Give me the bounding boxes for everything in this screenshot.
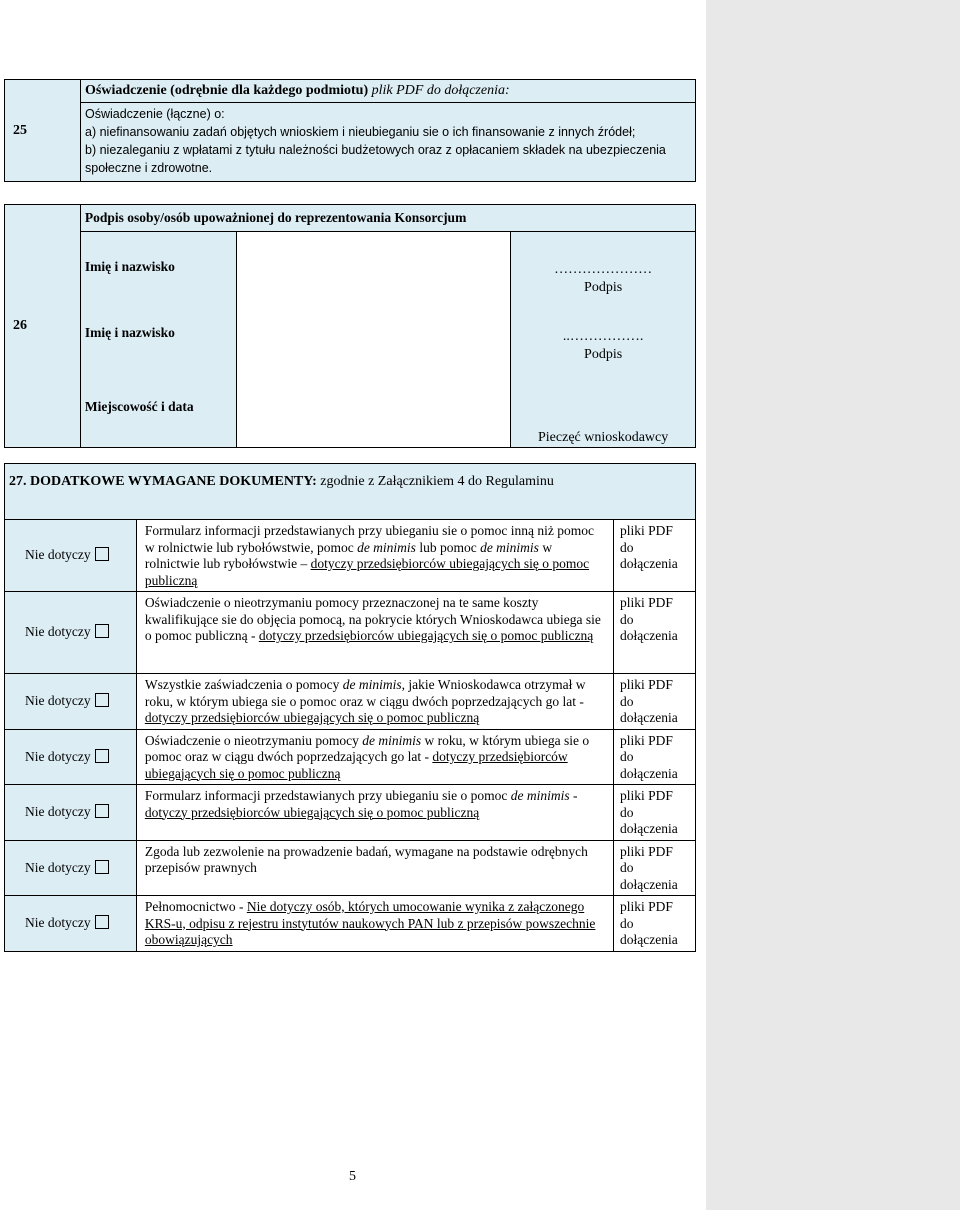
document-text: Formularz informacji przedstawianych przy ubieganiu sie o pomoc [144,788,511,803]
document-row [5,785,696,841]
document-text: - [569,788,578,803]
document-text: Zgoda lub zezwolenie na prowadzenie badań, wymagane na podstawie odrębnych przepisów prawnych [144,843,588,875]
section-25-line: a) niefinansowaniu zadań objętych wnioskiem i nieubieganiu sie o ich finansowanie z innych źródeł; [85,125,636,139]
section-25-table [4,79,696,182]
document-description [136,674,613,730]
not-applicable-checkbox[interactable] [95,749,109,763]
document-row [5,896,696,952]
not-applicable-cell [5,896,137,952]
not-applicable-cell [5,785,137,841]
document-format: pliki PDF do dołączenia [614,520,696,592]
document-term-italic: de minimis [480,539,539,555]
document-text: Formularz informacji przedstawianych przy ubieganiu sie o pomoc inną niż pomoc w rolnictwie lub rybołówstwie, pomoc [144,523,594,555]
document-format: pliki PDF do dołączenia [614,840,696,896]
section-27-header [5,464,696,520]
not-applicable-label: Nie dotyczy [25,693,91,708]
document-note-underlined: dotyczy przedsiębiorców ubiegających się o pomoc publiczną [144,749,568,781]
document-description [136,729,613,785]
comment-margin-panel [706,0,960,1210]
section-25-title-bold: Oświadczenie (odrębnie dla każdego podmiotu) [85,83,369,98]
not-applicable-cell [5,729,137,785]
section-25-line: b) niezaleganiu z wpłatami z tytułu należności budżetowych oraz z opłacaniem składek na ubezpieczenia [85,143,666,157]
signature-label-1: Podpis [584,280,623,295]
not-applicable-cell [5,520,137,592]
document-description [136,840,613,896]
section-25-line: społeczne i zdrowotne. [85,161,213,175]
document-description [136,896,613,952]
not-applicable-cell [5,592,137,674]
document-note-underlined: dotyczy przedsiębiorców ubiegających się o pomoc publiczną [144,804,480,820]
not-applicable-checkbox[interactable] [95,693,109,707]
document-format: pliki PDF do dołączenia [614,896,696,952]
document-text: , jakie Wnioskodawca otrzymał w roku, w którym ubiega sie o pomoc oraz w ciągu dwóch poprzedzających go lat - [144,677,586,709]
document-text: w rolnictwie lub rybołówstwie – [144,539,553,571]
section-25-title [81,80,696,103]
not-applicable-label: Nie dotyczy [25,859,91,875]
document-row [5,592,696,674]
document-row [5,840,696,896]
document-term-italic: de minimis [510,788,570,803]
not-applicable-label: Nie dotyczy [25,624,91,640]
signature-dots-1: ………………… [554,262,653,277]
not-applicable-checkbox[interactable] [95,624,109,638]
not-applicable-label: Nie dotyczy [25,915,91,930]
document-row [5,674,696,730]
document-text: Pełnomocnictwo - [144,899,247,914]
document-format: pliki PDF do dołączenia [614,729,696,785]
document-note-underlined: dotyczy przedsiębiorców ubiegających się o pomoc publiczną [144,556,590,588]
section-27-title-bold: 27. DODATKOWE WYMAGANE DOKUMENTY: [9,474,317,489]
not-applicable-cell [5,840,137,896]
signatory-labels-cell [80,232,236,448]
document-term-italic: de minimis [342,677,402,692]
not-applicable-cell [5,674,137,730]
section-25-title-italic: plik PDF do dołączenia: [371,83,510,98]
not-applicable-label: Nie dotyczy [25,547,91,563]
document-row [5,729,696,785]
section-26-number: 26 [5,205,81,448]
document-term-italic: de minimis [357,539,416,555]
documents-table-body [5,520,696,952]
document-text: lub pomoc [415,539,481,555]
signature-label-2: Podpis [584,347,623,362]
document-format: pliki PDF do dołączenia [614,592,696,674]
section-25-line: Oświadczenie (łączne) o: [85,107,225,121]
document-text: Oświadczenie o nieotrzymaniu pomocy przeznaczonej na te same koszty kwalifikujące sie do objęcia pomocą, na pokrycie których Wnioskodawca ubiega sie o pomoc publiczną - [144,595,601,643]
document-format: pliki PDF do dołączenia [614,674,696,730]
document-text: w roku, w którym ubiega sie o pomoc oraz w ciągu dwóch poprzedzających go lat - [144,732,590,764]
section-25-number: 25 [5,80,81,182]
document-format: pliki PDF do dołączenia [614,785,696,841]
document-description [136,785,613,841]
document-description [136,592,613,674]
name-label-2: Imię i nazwisko [84,325,175,340]
document-text: Oświadczenie o nieotrzymaniu pomocy [144,732,363,748]
document-text: Wszystkie zaświadczenia o pomocy [144,677,343,692]
name-label-1: Imię i nazwisko [84,259,175,274]
not-applicable-checkbox[interactable] [95,547,109,561]
section-27-header-table [4,463,696,520]
page-number: 5 [349,1169,356,1184]
document-row [5,520,696,592]
section-27-title-rest: zgodnie z Załącznikiem 4 do Regulaminu [320,474,554,489]
not-applicable-checkbox[interactable] [95,915,109,929]
section-26-header: Podpis osoby/osób upoważnionej do reprezentowania Konsorcjum [80,205,695,232]
document-note-underlined: dotyczy przedsiębiorców ubiegających się o pomoc publiczną [144,710,480,725]
stamp-label: Pieczęć wnioskodawcy [538,430,669,445]
not-applicable-checkbox[interactable] [95,860,109,874]
documents-table [4,519,696,952]
document-term-italic: de minimis [362,732,422,748]
document-note-underlined: Nie dotyczy osób, których umocowanie wynika z załączonego KRS-u, odpisu z rejestru instytutów naukowych PAN lub z przepisów powszechnie obowiązujących [144,899,596,947]
section-25-body [81,103,696,182]
signatory-input-cell[interactable] [236,232,511,448]
place-date-label: Miejscowość i data [84,399,194,414]
document-note-underlined: dotyczy przedsiębiorców ubiegających się o pomoc publiczną [258,628,594,643]
signature-dots-2: ..……………. [562,329,644,344]
not-applicable-label: Nie dotyczy [25,804,91,819]
document-description [136,520,613,592]
not-applicable-label: Nie dotyczy [25,748,91,764]
section-26-table [4,204,696,448]
signature-cell [511,232,696,448]
not-applicable-checkbox[interactable] [95,804,109,818]
